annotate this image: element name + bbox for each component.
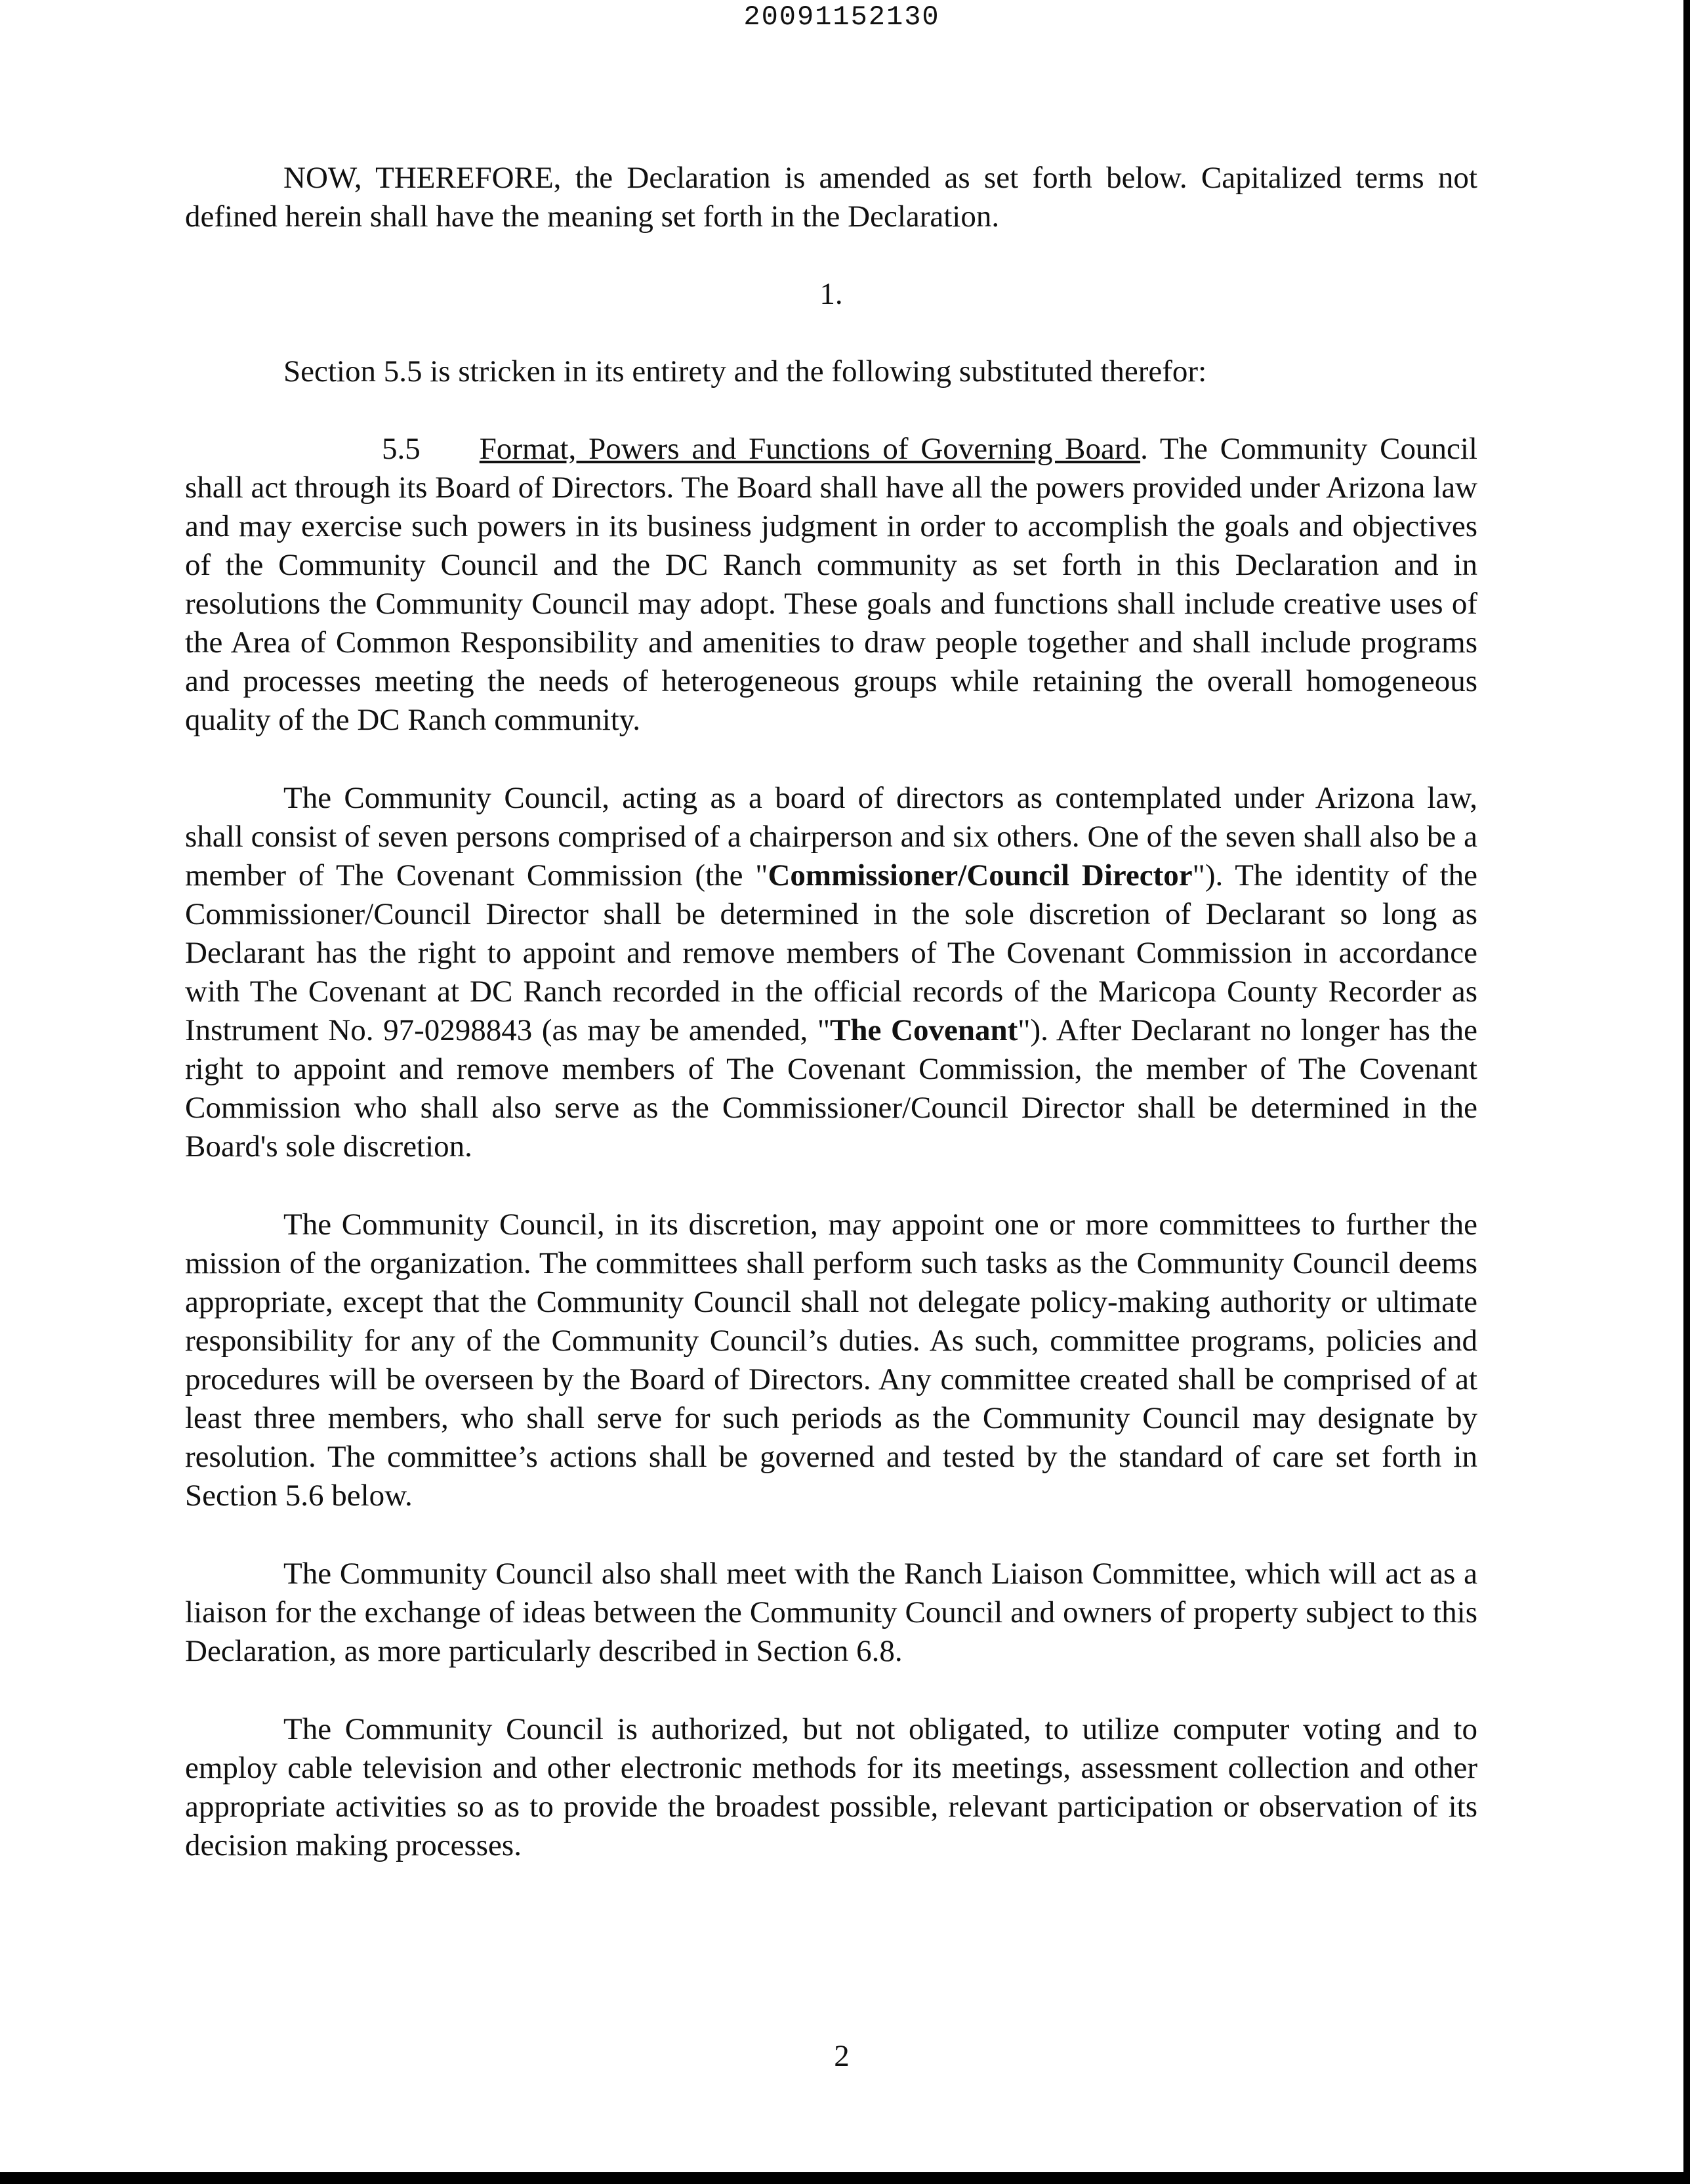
- voting-paragraph: The Community Council is authorized, but not obligated, to utilize computer voting and to employ cable television and other electronic methods for its meetings, assessment collection and other appropriate activities so as to provide the broadest possible, relevant participation or observation of its decision making processes.: [185, 1712, 1477, 1862]
- item-number: 1.: [819, 277, 843, 311]
- scan-border-right: [1683, 0, 1690, 2184]
- defined-term-covenant: The Covenant: [830, 1013, 1018, 1047]
- council-text-part1: The Community Council, acting as a board of directors as contemplated under Arizona law, shall consist of seven persons comprised of a chairperson and six others. One of the seven shall also be a member of The Covenant Commission (the ": [185, 781, 1477, 892]
- liaison-paragraph: The Community Council also shall meet with the Ranch Liaison Committee, which will act as a liaison for the exchange of ideas between the Community Council and owners of property subject to this Declaration, as more particularly described in Section 6.8.: [185, 1557, 1477, 1668]
- council-text-part3: "). After Declarant no longer has the right to appoint and remove members of The Covenant Commission, the member of The Covenant Commission who shall also serve as the Commissioner/Council Director shall be determined in the Board's sole discretion.: [185, 1013, 1477, 1164]
- scan-border-bottom: [0, 2172, 1690, 2184]
- section-heading: Format, Powers and Functions of Governing Board: [479, 432, 1141, 466]
- section-text: . The Community Council shall act through its Board of Directors. The Board shall have all the powers provided under Arizona law and may exercise such powers in its business judgment in order to accomplish the goals and objectives of the Community Council and the DC Ranch community as set forth in this Declaration and in resolutions the Community Council may adopt. These goals and functions shall include creative uses of the Area of Common Responsibility and amenities to draw people together and shall include programs and processes meeting the needs of heterogeneous groups while retaining the overall homogeneous quality of the DC Ranch community.: [185, 432, 1477, 737]
- council-paragraph: [185, 779, 1477, 1166]
- committees-paragraph: The Community Council, in its discretion, may appoint one or more committees to further the mission of the organization. The committees shall perform such tasks as the Community Council deems appropriate, except that the Community Council shall not delegate policy-making authority or ultimate responsibility for any of the Community Council’s duties. As such, committee programs, policies and procedures will be overseen by the Board of Directors. Any committee created shall be comprised of at least three members, who shall serve for such periods as the Community Council may designate by resolution. The committee’s actions shall be governed and tested by the standard of care set forth in Section 5.6 below.: [185, 1208, 1477, 1513]
- recording-number: 20091152130: [743, 1, 940, 33]
- section-5-5-paragraph: [185, 430, 1477, 740]
- council-text-part2: "). The identity of the Commissioner/Council Director shall be determined in the sole discretion of Declarant so long as Declarant has the right to appoint and remove members of The Covenant Commission in accordance with The Covenant at DC Ranch recorded in the official records of the Maricopa County Recorder as Instrument No. 97-0298843 (as may be amended, ": [185, 858, 1477, 1047]
- substitution-line: Section 5.5 is stricken in its entirety and the following substituted therefor:: [283, 354, 1207, 388]
- page-number: 2: [834, 2039, 850, 2073]
- document-body: [185, 159, 1477, 1865]
- section-number: 5.5: [382, 432, 421, 466]
- defined-term-commissioner: Commissioner/Council Director: [768, 858, 1193, 892]
- intro-paragraph: NOW, THEREFORE, the Declaration is amended as set forth below. Capitalized terms not defined herein shall have the meaning set forth in the Declaration.: [185, 161, 1477, 234]
